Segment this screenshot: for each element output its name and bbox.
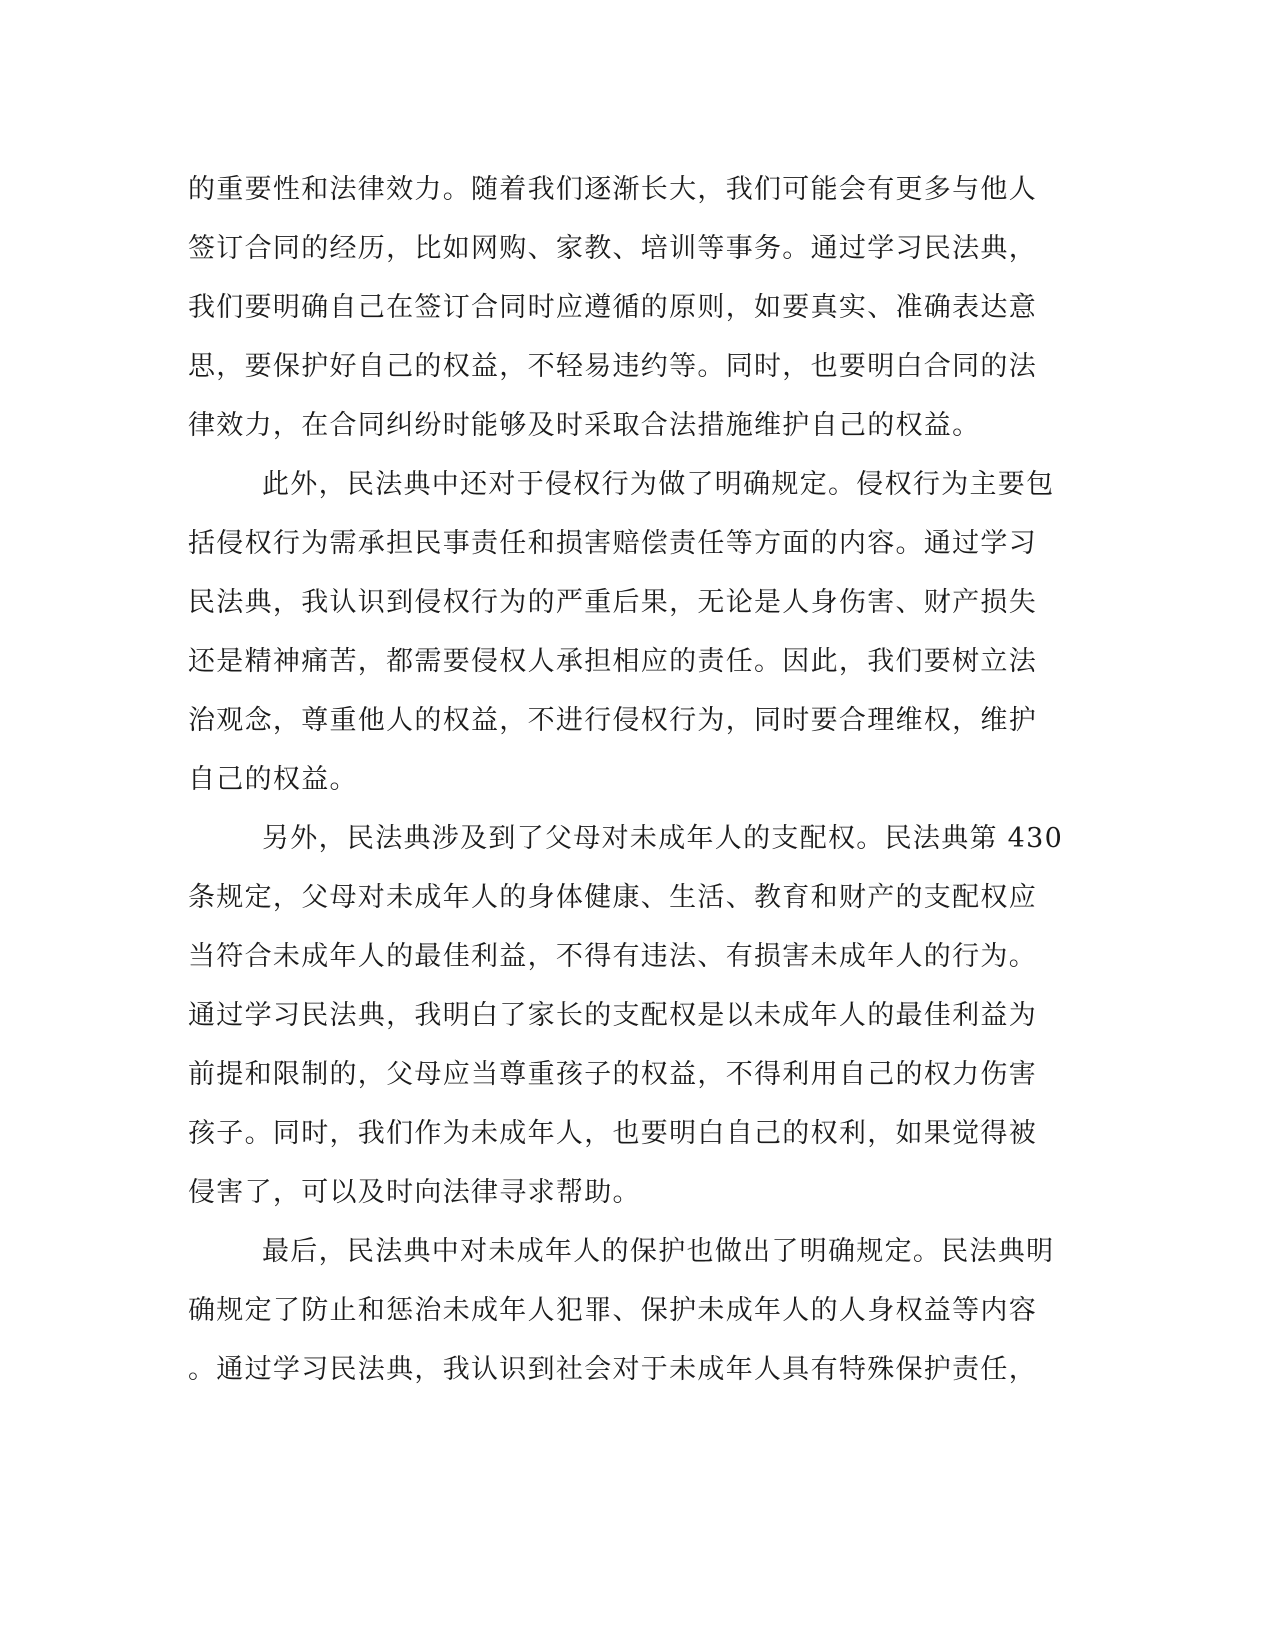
text-line: 思，要保护好自己的权益，不轻易违约等。同时，也要明白合同的法 [188,351,1037,382]
text-line: 律效力，在合同纠纷时能够及时采取合法措施维护自己的权益。 [188,410,981,441]
paragraph-first-line: 此外，民法典中还对于侵权行为做了明确规定。侵权行为主要包 [262,469,1055,500]
paragraph-first-line: 另外，民法典涉及到了父母对未成年人的支配权。民法典第 430 [262,823,1064,854]
text-line: 侵害了，可以及时向法律寻求帮助。 [188,1177,641,1208]
text-line: 条规定，父母对未成年人的身体健康、生活、教育和财产的支配权应 [188,882,1037,913]
text-line: 的重要性和法律效力。随着我们逐渐长大，我们可能会有更多与他人 [188,174,1037,205]
text-line: 我们要明确自己在签订合同时应遵循的原则，如要真实、准确表达意 [188,292,1037,323]
text-line: 括侵权行为需承担民事责任和损害赔偿责任等方面的内容。通过学习 [188,528,1037,559]
paragraph-first-line: 最后，民法典中对未成年人的保护也做出了明确规定。民法典明 [262,1236,1055,1267]
text-line: 通过学习民法典，我明白了家长的支配权是以未成年人的最佳利益为 [188,1000,1037,1031]
text-line: 当符合未成年人的最佳利益，不得有违法、有损害未成年人的行为。 [188,941,1037,972]
text-line: 。通过学习民法典，我认识到社会对于未成年人具有特殊保护责任， [188,1354,1037,1385]
text-line: 确规定了防止和惩治未成年人犯罪、保护未成年人的人身权益等内容 [188,1295,1037,1326]
text-line: 民法典，我认识到侵权行为的严重后果，无论是人身伤害、财产损失 [188,587,1037,618]
text-line: 孩子。同时，我们作为未成年人，也要明白自己的权利，如果觉得被 [188,1118,1037,1149]
text-line: 治观念，尊重他人的权益，不进行侵权行为，同时要合理维权，维护 [188,705,1037,736]
text-line: 前提和限制的，父母应当尊重孩子的权益，不得利用自己的权力伤害 [188,1059,1037,1090]
document-body [188,160,1078,1399]
text-line: 还是精神痛苦，都需要侵权人承担相应的责任。因此，我们要树立法 [188,646,1037,677]
text-line: 签订合同的经历，比如网购、家教、培训等事务。通过学习民法典， [188,233,1037,264]
text-line: 自己的权益。 [188,764,358,795]
